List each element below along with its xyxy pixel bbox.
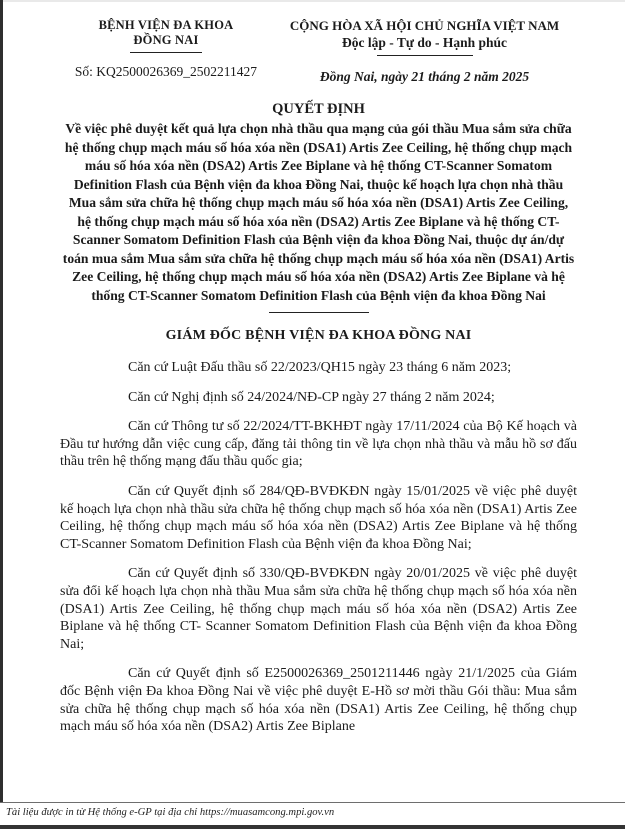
decision-title-block: [60, 100, 577, 313]
legal-basis-section: [60, 359, 577, 736]
page-top-edge: [0, 0, 625, 2]
legal-basis-paragraph: Căn cứ Luật Đấu thầu số 22/2023/QH15 ngày 23 tháng 6 năm 2023;: [128, 360, 512, 375]
legal-basis-paragraph: Căn cứ Nghị định số 24/2024/NĐ-CP ngày 27 tháng 2 năm 2024;: [128, 389, 495, 405]
legal-basis-paragraph: Căn cứ Thông tư số 22/2024/TT-BKHĐT ngày 17/11/2024 của Bộ Kế hoạch và Đầu tư hướng dẫn việc cung cấp, đăng tải thông tin về lựa chọn nhà thầu và mẫu hồ sơ đấu thầu trên hệ thống mạng đấu thầu quốc gia;: [60, 419, 577, 470]
page-bottom-edge: [0, 825, 625, 829]
issuing-org-name-line1: BỆNH VIỆN ĐA KHOA: [98, 18, 234, 32]
national-motto-block: [272, 18, 577, 85]
org-underline-rule: [130, 52, 202, 53]
egp-print-footer: Tài liệu được in từ Hệ thống e-GP tại địa chỉ https://muasamcong.mpi.gov.vn: [0, 802, 625, 825]
motto-underline-rule: [377, 55, 473, 56]
issuing-authority-heading: GIÁM ĐỐC BỆNH VIỆN ĐA KHOA ĐỒNG NAI: [165, 328, 472, 343]
decision-subject: Về việc phê duyệt kết quả lựa chọn nhà thầu qua mạng của gói thầu Mua sắm sửa chữa hệ thống chụp mạch máu số hóa xóa nền (DSA1) Artis Zee Ceiling, hệ thống chụp mạch máu số hóa xóa nền (DSA2) Artis Zee Biplane và hệ thống CT-Scanner Somatom Definition Flash của Bệnh viện đa khoa Đồng Nai, thuộc kế hoạch lựa chọn nhà thầu Mua sắm sửa chữa hệ thống chụp mạch máu số hóa xóa nền (DSA1) Artis Zee Ceiling, hệ thống chụp mạch máu số hóa xóa nền (DSA2) Artis Zee Biplane và hệ thống CT-Scanner Somatom Definition Flash của Bệnh viện đa khoa Đồng Nai, thuộc dự án/dự toán mua sắm Mua sắm sửa chữa hệ thống chụp mạch máu số hóa xóa nền (DSA1) Artis Zee Ceiling, hệ thống chụp mạch máu số hóa xóa nền (DSA2) Artis Zee Biplane và hệ thống CT-Scanner Somatom Definition Flash của Bệnh viện đa khoa Đồng Nai: [62, 121, 575, 303]
title-separator-rule: [269, 312, 369, 313]
legal-basis-paragraph: Căn cứ Quyết định số E2500026369_2501211446 ngày 21/1/2025 của Giám đốc Bệnh viện Đa khoa Đồng Nai về việc phê duyệt E-Hồ sơ mời thầu Gói thầu: Mua sắm sửa chữa hệ thống chụp mạch số hóa xóa nền (DSA1) Artis Zee Ceiling, hệ thống chụp mạch máu số hóa xóa nền (DSA2) Artis Zee Biplane: [60, 666, 577, 735]
issuing-org-block: [60, 18, 272, 80]
page-left-edge: [0, 0, 3, 829]
issuing-org-name-line2: ĐỒNG NAI: [133, 33, 199, 47]
legal-basis-paragraph: Căn cứ Quyết định số 330/QĐ-BVĐKĐN ngày 20/01/2025 về việc phê duyệt sửa đổi kế hoạch lựa chọn nhà thầu Mua sắm sửa chữa hệ thống chụp mạch số hóa xóa nền (DSA1) Artis Zee Ceiling, hệ thống chụp mạch máu số hóa xóa nền (DSA2) Artis Zee Biplane và hệ thống CT- Scanner Somatom Definition Flash của Bệnh viện đa khoa Đồng Nai;: [60, 566, 577, 652]
place-and-date: Đồng Nai, ngày 21 tháng 2 năm 2025: [319, 69, 530, 84]
document-number: Số: KQ2500026369_2502211427: [74, 64, 258, 79]
document-header: [60, 18, 577, 85]
national-motto: Độc lập - Tự do - Hạnh phúc: [341, 35, 508, 50]
legal-basis-paragraph: Căn cứ Quyết định số 284/QĐ-BVĐKĐN ngày 15/01/2025 về việc phê duyệt kế hoạch lựa chọn nhà thầu sửa chữa hệ thống chụp mạch số hóa xóa nền (DSA1) Artis Zee Ceiling, hệ thống chụp mạch máu số hóa xóa nền (DSA2) Artis Zee Biplane và hệ thống CT-Scanner Somatom Definition Flash của Bệnh viện đa khoa Đồng Nai;: [60, 483, 577, 552]
national-title: CỘNG HÒA XÃ HỘI CHỦ NGHĨA VIỆT NAM: [289, 18, 560, 33]
decision-heading: QUYẾT ĐỊNH: [272, 101, 365, 117]
